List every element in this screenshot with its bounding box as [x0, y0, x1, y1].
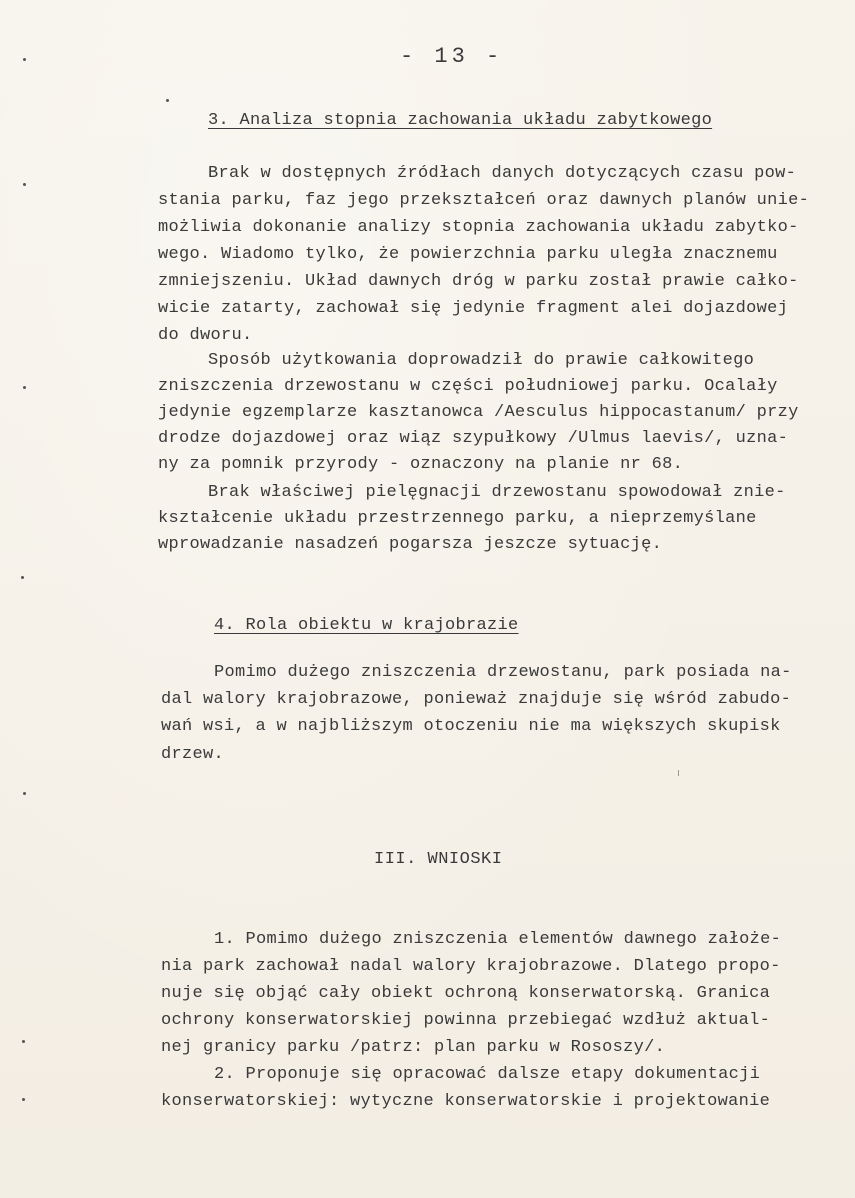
paragraph-line: drzew.: [161, 745, 225, 764]
binding-mark: [23, 386, 26, 389]
section-3-heading: 3. Analiza stopnia zachowania układu zabytkowego: [208, 111, 713, 130]
paragraph-line: ochrony konserwatorskiej powinna przebiegać wzdłuż aktual-: [161, 1011, 771, 1030]
binding-mark: [23, 183, 26, 186]
paragraph-line: wicie zatarty, zachował się jedynie fragment alei dojazdowej: [158, 299, 789, 318]
chapter-heading: III. WNIOSKI: [374, 850, 503, 869]
binding-mark: [23, 58, 26, 61]
paragraph-line: Brak w dostępnych źródłach danych dotyczących czasu pow-: [208, 164, 797, 183]
binding-mark: [22, 1098, 25, 1101]
paragraph-line: nej granicy parku /patrz: plan parku w Rososzy/.: [161, 1038, 666, 1057]
paragraph-line: wprowadzanie nasadzeń pogarsza jeszcze sytuację.: [158, 535, 663, 554]
binding-mark: [22, 1040, 25, 1043]
paragraph-line: nuje się objąć cały obiekt ochroną konserwatorską. Granica: [161, 984, 771, 1003]
binding-mark: [21, 576, 24, 579]
paragraph-line: kształcenie układu przestrzennego parku, a nieprzemyślane: [158, 509, 757, 528]
binding-mark: [166, 99, 169, 102]
binding-mark: [23, 792, 26, 795]
paragraph-line: dal walory krajobrazowe, ponieważ znajduje się wśród zabudo-: [161, 690, 792, 709]
paragraph-line: do dworu.: [158, 326, 253, 345]
paragraph-line: 1. Pomimo dużego zniszczenia elementów dawnego założe-: [214, 930, 782, 949]
paragraph-line: jedynie egzemplarze kasztanowca /Aesculus hippocastanum/ przy: [158, 403, 799, 422]
paper-speck: [678, 770, 679, 776]
page-number: - 13 -: [400, 44, 504, 69]
paragraph-line: nia park zachował nadal walory krajobrazowe. Dlatego propo-: [161, 957, 781, 976]
paragraph-line: Pomimo dużego zniszczenia drzewostanu, park posiada na-: [214, 663, 792, 682]
paragraph-line: stania parku, faz jego przekształceń oraz dawnych planów unie-: [158, 191, 810, 210]
paragraph-line: wego. Wiadomo tylko, że powierzchnia parku uległa znacznemu: [158, 245, 778, 264]
paragraph-line: ny za pomnik przyrody - oznaczony na planie nr 68.: [158, 455, 684, 474]
paragraph-line: konserwatorskiej: wytyczne konserwatorskie i projektowanie: [161, 1092, 771, 1111]
paragraph-line: Brak właściwej pielęgnacji drzewostanu spowodował znie-: [208, 483, 786, 502]
paragraph-line: wań wsi, a w najbliższym otoczeniu nie ma większych skupisk: [161, 717, 781, 736]
paragraph-line: możliwia dokonanie analizy stopnia zachowania układu zabytko-: [158, 218, 799, 237]
paragraph-line: 2. Proponuje się opracować dalsze etapy dokumentacji: [214, 1065, 761, 1084]
paragraph-line: zmniejszeniu. Układ dawnych dróg w parku został prawie całko-: [158, 272, 799, 291]
paragraph-line: Sposób użytkowania doprowadził do prawie całkowitego: [208, 351, 755, 370]
paragraph-line: drodze dojazdowej oraz wiąz szypułkowy /Ulmus laevis/, uzna-: [158, 429, 789, 448]
paragraph-line: zniszczenia drzewostanu w części południowej parku. Ocalały: [158, 377, 778, 396]
section-4-heading: 4. Rola obiektu w krajobrazie: [214, 616, 519, 635]
